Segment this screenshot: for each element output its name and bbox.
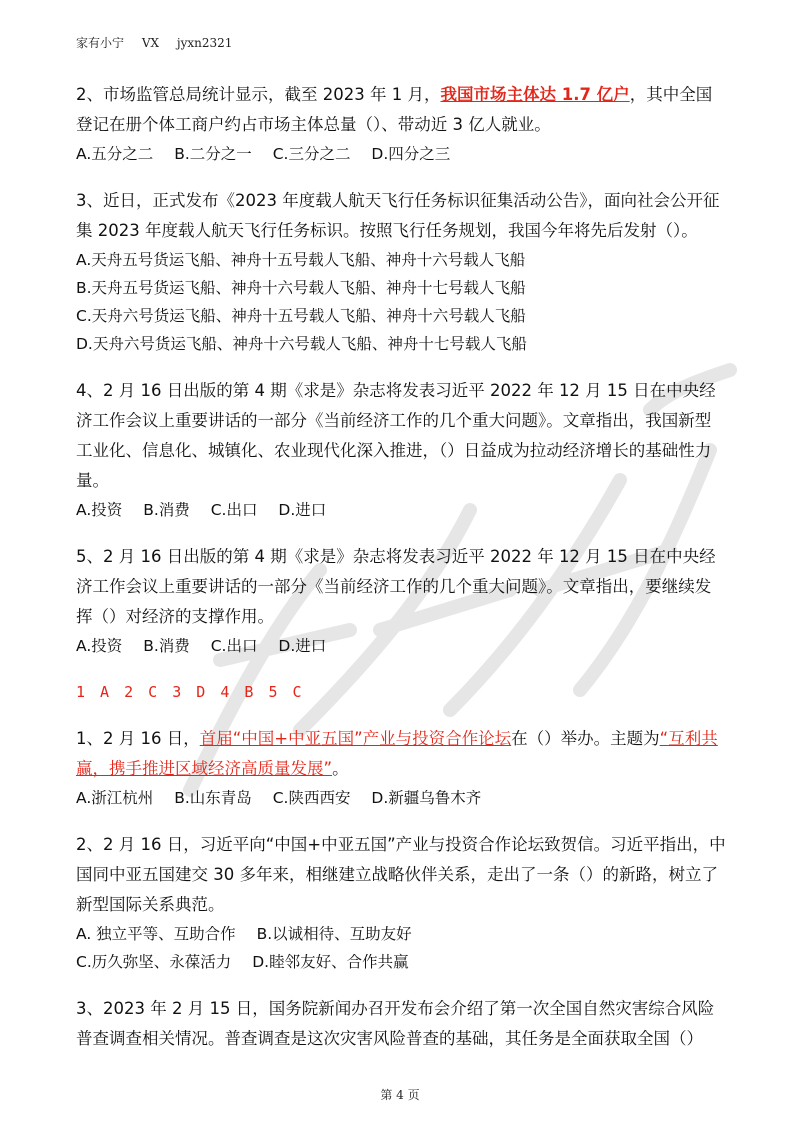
q5-option-a: A.投资 (76, 637, 123, 655)
page-header (76, 34, 246, 51)
q3-option-c: C.天舟六号货运飞船、神舟十五号载人飞船、神舟十六号载人飞船 (76, 307, 526, 325)
question-4-stem: 4、2 月 16 日出版的第 4 期《求是》杂志将发表习近平 2022 年 12 月 15 日在中央经济工作会议上重要讲话的一部分《当前经济工作的几个重大问题》。文章指出，我国新型工业化、信息化、城镇化、农业现代化深入推进，（）日益成为拉动经济增长的基础性力量。 (76, 381, 716, 490)
n1-option-a: A.浙江杭州 (76, 789, 154, 807)
n2-option-b: B.以诚相待、互助友好 (256, 925, 412, 943)
page-number: 第 4 页 (380, 1088, 420, 1102)
question-3-stem: 3、近日，正式发布《2023 年度载人航天飞行任务标识征集活动公告》，面向社会公开征集 2023 年度载人航天飞行任务标识。按照飞行任务规划，我国今年将先后发射（）。 (76, 191, 720, 240)
q2-text-pre: 2、市场监管总局统计显示，截至 2023 年 1 月， (76, 85, 441, 104)
q4-option-c: C.出口 (210, 501, 258, 519)
q2-option-d: D.四分之三 (371, 145, 451, 163)
header-vx: VX (141, 36, 160, 50)
q2-option-c: C.三分之二 (272, 145, 351, 163)
n2-option-a: A. 独立平等、互助合作 (76, 925, 236, 943)
q3-option-d: D.天舟六号货运飞船、神舟十六号载人飞船、神舟十七号载人飞船 (76, 335, 527, 353)
q5-option-c: C.出口 (210, 637, 258, 655)
question-5-options (76, 632, 726, 660)
q5-option-b: B.消费 (143, 637, 190, 655)
q4-option-a: A.投资 (76, 501, 123, 519)
question-2-options (76, 140, 726, 168)
n2-option-c: C.历久弥坚、永葆活力 (76, 953, 232, 971)
n1-text-mid: 在（）举办。主题为 (511, 729, 660, 748)
q3-option-a: A.天舟五号货运飞船、神舟十五号载人飞船、神舟十六号载人飞船 (76, 251, 526, 269)
n1-text-pre: 1、2 月 16 日， (76, 729, 200, 748)
q5-option-d: D.进口 (278, 637, 327, 655)
n1-highlight-theme: “互利共赢，携手推进区域经济高质量发展” (76, 729, 718, 778)
new-question-2-stem: 2、2 月 16 日，习近平向“中国+中亚五国”产业与投资合作论坛致贺信。习近平指出，中国同中亚五国建交 30 多年来，相继建立战略伙伴关系，走出了一条（）的新路，树立了新型国际关系典范。 (76, 835, 726, 914)
q2-text-post: ，其中全国登记在册个体工商户约占市场主体总量（）、带动近 3 亿人就业。 (76, 85, 713, 134)
n1-option-d: D.新疆乌鲁木齐 (371, 789, 482, 807)
document-body (76, 80, 726, 1054)
new-question-1-stem (76, 724, 726, 784)
n1-option-c: C.陕西西安 (272, 789, 351, 807)
n1-option-b: B.山东青岛 (174, 789, 252, 807)
q2-option-b: B.二分之一 (174, 145, 252, 163)
header-id: jyxn2321 (176, 36, 233, 50)
q3-option-b: B.天舟五号货运飞船、神舟十六号载人飞船、神舟十七号载人飞船 (76, 279, 526, 297)
new-question-1-options (76, 784, 726, 812)
question-4-options (76, 496, 726, 524)
q2-option-a: A.五分之二 (76, 145, 154, 163)
q2-highlight: 我国市场主体达 1.7 亿户 (440, 85, 630, 104)
header-name: 家有小宁 (76, 36, 125, 50)
answer-key: 1 A 2 C 3 D 4 B 5 C (76, 683, 305, 701)
new-question-2-options-row1 (76, 920, 726, 948)
n2-option-d: D.睦邻友好、合作共赢 (252, 953, 409, 971)
question-5-stem: 5、2 月 16 日出版的第 4 期《求是》杂志将发表习近平 2022 年 12 月 15 日在中央经济工作会议上重要讲话的一部分《当前经济工作的几个重大问题》。文章指出，要继续发挥（）对经济的支撑作用。 (76, 547, 716, 626)
n1-text-post: 。 (332, 759, 349, 778)
q4-option-d: D.进口 (278, 501, 327, 519)
n1-highlight-forum: 首届“中国+中亚五国”产业与投资合作论坛 (199, 729, 512, 748)
q4-option-b: B.消费 (143, 501, 190, 519)
new-question-2-options-row2 (76, 948, 726, 976)
new-question-3-stem: 3、2023 年 2 月 15 日，国务院新闻办召开发布会介绍了第一次全国自然灾害综合风险普查调查相关情况。普查调查是这次灾害风险普查的基础，其任务是全面获取全国（） (76, 999, 715, 1048)
question-2-stem (76, 80, 726, 140)
